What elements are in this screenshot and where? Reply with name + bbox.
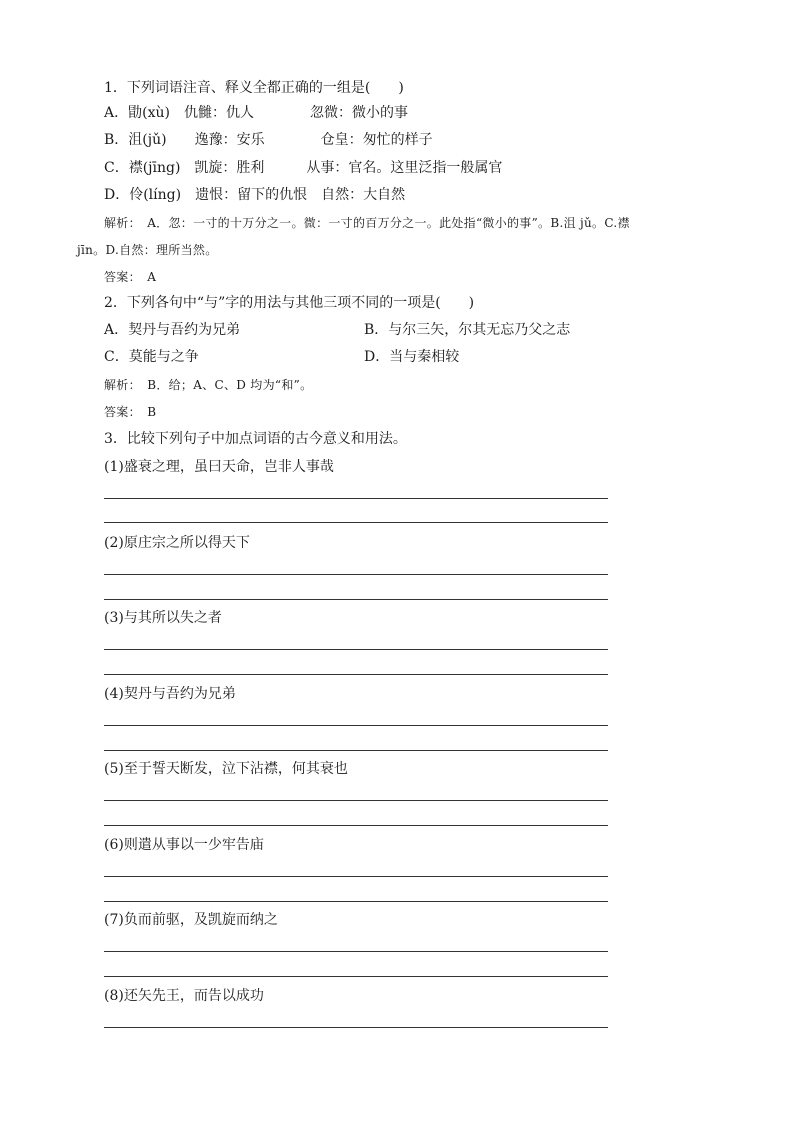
answer-line xyxy=(104,498,608,499)
question-1-option-c: C．襟(jīng) 凯旋：胜利 从事：官名。这里泛指一般属官 xyxy=(104,160,503,176)
answer-line xyxy=(104,901,608,902)
answer-line xyxy=(104,825,608,826)
answer-line xyxy=(104,800,608,801)
question-1-option-b: B．沮(jǔ) 逸豫：安乐 仓皇：匆忙的样子 xyxy=(104,132,433,148)
answer-line xyxy=(104,750,608,751)
question-1-option-a: A．勖(xù) 仇雠：仇人 忽微：微小的事 xyxy=(104,105,408,121)
answer-line xyxy=(104,1027,608,1028)
answer-line xyxy=(104,674,608,675)
question-3-item: (2)原庄宗之所以得天下 xyxy=(104,535,250,551)
question-2-option-d: D．当与秦相较 xyxy=(364,349,460,365)
question-3-item: (6)则遣从事以一少牢告庙 xyxy=(104,837,264,853)
answer-line xyxy=(104,599,608,600)
question-2-option-c: C．莫能与之争 xyxy=(104,349,199,365)
question-1-analysis-line-1: 解析： A．忽：一寸的十万分之一。微：一寸的百万分之一。此处指“微小的事”。B.沮 jǔ。C.襟 xyxy=(104,216,630,230)
question-2-answer: 答案： B xyxy=(104,405,157,419)
question-3-item: (4)契丹与吾约为兄弟 xyxy=(104,686,236,702)
question-3-item: (1)盛衰之理，虽曰天命，岂非人事哉 xyxy=(104,459,334,475)
question-1-analysis-line-2: jīn。D.自然：理所当然。 xyxy=(77,243,218,257)
answer-line xyxy=(104,649,608,650)
question-3-item: (8)还矢先王，而告以成功 xyxy=(104,988,264,1004)
question-2-option-a: A．契丹与吾约为兄弟 xyxy=(104,322,241,338)
question-2-analysis: 解析： B．给；A、C、D 均为“和”。 xyxy=(104,378,313,392)
answer-line xyxy=(104,522,608,523)
answer-line xyxy=(104,574,608,575)
answer-line xyxy=(104,976,608,977)
question-1-stem: 1．下列词语注音、释义全都正确的一组是( ) xyxy=(104,80,404,96)
answer-line xyxy=(104,725,608,726)
question-3-item: (5)至于誓天断发，泣下沾襟，何其衰也 xyxy=(104,761,348,777)
question-1-option-d: D．伶(líng) 遗恨：留下的仇恨 自然：大自然 xyxy=(104,187,406,203)
question-2-option-b: B．与尔三矢，尔其无忘乃父之志 xyxy=(364,322,571,338)
question-3-stem: 3．比较下列句子中加点词语的古今意义和用法。 xyxy=(104,431,407,447)
answer-line xyxy=(104,876,608,877)
question-3-item: (7)负而前驱，及凯旋而纳之 xyxy=(104,912,278,928)
question-1-answer: 答案： A xyxy=(104,270,157,284)
answer-line xyxy=(104,951,608,952)
question-2-stem: 2．下列各句中“与”字的用法与其他三项不同的一项是( ) xyxy=(104,295,475,311)
question-3-item: (3)与其所以失之者 xyxy=(104,610,222,626)
